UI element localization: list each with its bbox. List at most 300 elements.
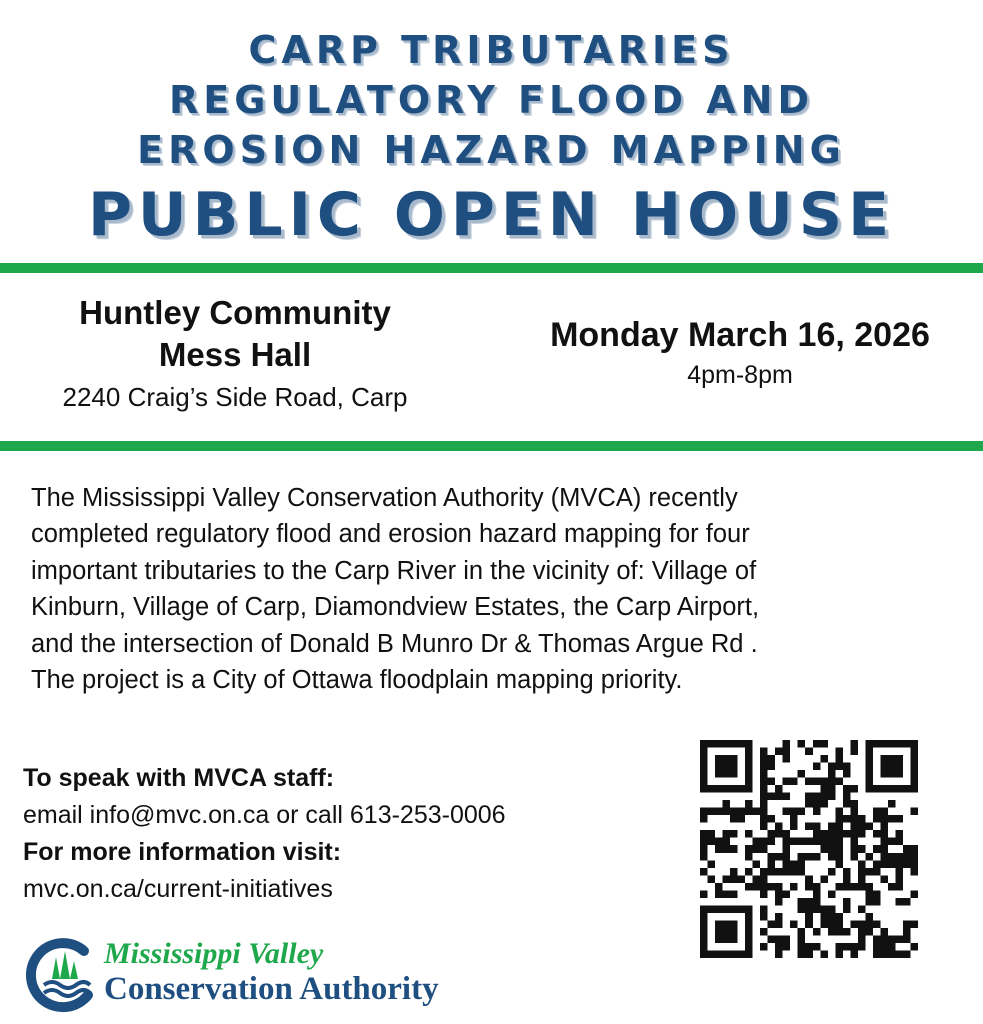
qr-module (790, 838, 798, 846)
qr-module (835, 913, 843, 921)
qr-module (850, 920, 858, 928)
qr-module (835, 883, 843, 891)
qr-module (768, 935, 776, 943)
qr-module (798, 808, 806, 816)
qr-module (760, 875, 768, 883)
qr-module (910, 763, 918, 771)
qr-module (760, 815, 768, 823)
qr-module (850, 853, 858, 861)
qr-module (888, 755, 896, 763)
qr-module (768, 838, 776, 846)
top-divider (0, 263, 983, 273)
qr-module (843, 905, 851, 913)
qr-module (828, 905, 836, 913)
qr-module (745, 883, 753, 891)
qr-module (745, 913, 753, 921)
qr-module (820, 778, 828, 786)
qr-module (873, 920, 881, 928)
qr-module (768, 763, 776, 771)
qr-module (745, 740, 753, 748)
qr-module (715, 838, 723, 846)
qr-module (783, 838, 791, 846)
qr-module (858, 905, 866, 913)
qr-module (730, 755, 738, 763)
qr-module (783, 935, 791, 943)
qr-module (895, 815, 903, 823)
qr-module (775, 748, 783, 756)
qr-module (700, 920, 708, 928)
qr-module (813, 928, 821, 936)
qr-module (700, 845, 708, 853)
qr-module (715, 890, 723, 898)
qr-module (805, 883, 813, 891)
qr-module (745, 943, 753, 951)
qr-module (760, 755, 768, 763)
qr-module (813, 778, 821, 786)
qr-module (813, 823, 821, 831)
qr-module (903, 950, 911, 958)
qr-module (700, 748, 708, 756)
qr-module (835, 928, 843, 936)
qr-module (888, 883, 896, 891)
qr-module (768, 755, 776, 763)
qr-module (858, 883, 866, 891)
qr-module (760, 748, 768, 756)
qr-module (760, 943, 768, 951)
qr-module (700, 785, 708, 793)
qr-module (775, 853, 783, 861)
qr-module (723, 763, 731, 771)
qr-module (880, 838, 888, 846)
qr-module (775, 950, 783, 958)
qr-module (768, 778, 776, 786)
title-line-2: REGULATORY FLOOD AND (168, 78, 815, 122)
qr-module (805, 853, 813, 861)
qr-module (723, 808, 731, 816)
logo-text-line-2: Conservation Authority (104, 971, 439, 1007)
qr-module (895, 950, 903, 958)
qr-module (828, 763, 836, 771)
qr-module (783, 808, 791, 816)
qr-module (850, 748, 858, 756)
qr-module (738, 740, 746, 748)
qr-module (768, 853, 776, 861)
qr-module (820, 740, 828, 748)
qr-module (865, 890, 873, 898)
description-line: important tributaries to the Carp River in the vicinity of: Village of (31, 556, 757, 585)
qr-module (835, 778, 843, 786)
qr-module (850, 845, 858, 853)
qr-module (700, 838, 708, 846)
qr-module (843, 785, 851, 793)
qr-module (910, 853, 918, 861)
venue-name-line-2: Mess Hall (158, 336, 312, 373)
description-line: completed regulatory flood and erosion hazard mapping for four (31, 520, 750, 549)
qr-module (760, 808, 768, 816)
qr-module (700, 770, 708, 778)
qr-module (805, 823, 813, 831)
qr-module (873, 890, 881, 898)
qr-module (828, 778, 836, 786)
qr-module (888, 943, 896, 951)
qr-module (768, 920, 776, 928)
qr-module (903, 898, 911, 906)
qr-module (850, 815, 858, 823)
qr-module (895, 763, 903, 771)
qr-module (843, 928, 851, 936)
qr-module (708, 875, 716, 883)
qr-module (880, 928, 888, 936)
qr-module (760, 913, 768, 921)
qr-module (805, 905, 813, 913)
qr-module (880, 830, 888, 838)
qr-module (745, 935, 753, 943)
qr-module (828, 830, 836, 838)
qr-module (813, 943, 821, 951)
qr-module (880, 845, 888, 853)
qr-module (700, 928, 708, 936)
qr-module (910, 778, 918, 786)
qr-module (715, 935, 723, 943)
qr-module (723, 740, 731, 748)
mvca-logo-mark-icon (22, 933, 102, 1013)
qr-module (715, 808, 723, 816)
qr-module (715, 905, 723, 913)
qr-module (753, 860, 761, 868)
qr-module (813, 883, 821, 891)
qr-module (738, 808, 746, 816)
event-date: Monday March 16, 2026 (550, 316, 930, 354)
qr-module (865, 883, 873, 891)
qr-module (835, 838, 843, 846)
speak-label: To speak with MVCA staff: (23, 764, 335, 792)
qr-module (873, 830, 881, 838)
qr-module (903, 740, 911, 748)
qr-module (888, 815, 896, 823)
qr-module (760, 838, 768, 846)
qr-module (820, 755, 828, 763)
qr-module (730, 875, 738, 883)
qr-module (708, 785, 716, 793)
qr-module (903, 920, 911, 928)
qr-module (723, 920, 731, 928)
qr-module (880, 823, 888, 831)
qr-module (753, 875, 761, 883)
qr-module (858, 860, 866, 868)
qr-module (910, 920, 918, 928)
qr-module (835, 808, 843, 816)
qr-module (745, 868, 753, 876)
qr-module (730, 763, 738, 771)
qr-module (910, 845, 918, 853)
qr-module (880, 740, 888, 748)
qr-module (700, 943, 708, 951)
qr-module (723, 905, 731, 913)
qr-module (880, 785, 888, 793)
qr-module (745, 778, 753, 786)
qr-module (880, 763, 888, 771)
qr-module (850, 800, 858, 808)
qr-module (723, 875, 731, 883)
qr-module (798, 928, 806, 936)
qr-module (850, 785, 858, 793)
qr-module (760, 823, 768, 831)
qr-module (760, 763, 768, 771)
qr-module (715, 928, 723, 936)
qr-module (910, 943, 918, 951)
qr-module (775, 913, 783, 921)
qr-module (910, 770, 918, 778)
qr-module (850, 883, 858, 891)
description-line: The Mississippi Valley Conservation Authority (MVCA) recently (31, 484, 738, 512)
qr-module (828, 838, 836, 846)
qr-module (745, 830, 753, 838)
qr-module (715, 950, 723, 958)
qr-module (708, 808, 716, 816)
qr-module (895, 935, 903, 943)
qr-module (888, 763, 896, 771)
qr-module (865, 755, 873, 763)
qr-module (910, 808, 918, 816)
qr-module (895, 875, 903, 883)
qr-module (708, 905, 716, 913)
qr-module (708, 860, 716, 868)
qr-module (798, 898, 806, 906)
qr-module (775, 793, 783, 801)
qr-module (715, 740, 723, 748)
qr-module (835, 755, 843, 763)
qr-module (820, 838, 828, 846)
qr-code-icon[interactable] (700, 740, 918, 958)
qr-module (775, 785, 783, 793)
qr-module (865, 763, 873, 771)
qr-module (768, 883, 776, 891)
qr-module (820, 920, 828, 928)
info-link[interactable]: mvc.on.ca/current-initiatives (23, 875, 333, 903)
qr-module (783, 860, 791, 868)
qr-module (820, 785, 828, 793)
qr-module (700, 830, 708, 838)
qr-module (783, 890, 791, 898)
qr-module (828, 890, 836, 898)
qr-module (865, 868, 873, 876)
qr-module (730, 785, 738, 793)
qr-module (880, 755, 888, 763)
qr-module (715, 883, 723, 891)
qr-module (805, 800, 813, 808)
qr-module (828, 920, 836, 928)
qr-module (828, 785, 836, 793)
qr-module (828, 928, 836, 936)
qr-module (730, 845, 738, 853)
date-time-block (510, 313, 970, 390)
qr-module (813, 800, 821, 808)
qr-module (775, 868, 783, 876)
qr-module (798, 935, 806, 943)
qr-module (903, 928, 911, 936)
qr-module (820, 793, 828, 801)
qr-module (843, 815, 851, 823)
qr-module (753, 883, 761, 891)
qr-module (805, 898, 813, 906)
qr-module (730, 890, 738, 898)
qr-module (783, 943, 791, 951)
qr-module (700, 935, 708, 943)
qr-module (760, 800, 768, 808)
qr-module (903, 935, 911, 943)
qr-module (700, 740, 708, 748)
qr-module (910, 755, 918, 763)
qr-module (745, 845, 753, 853)
qr-module (895, 838, 903, 846)
qr-module (813, 740, 821, 748)
qr-module (700, 755, 708, 763)
qr-module (895, 883, 903, 891)
qr-module (835, 748, 843, 756)
qr-module (910, 890, 918, 898)
qr-module (783, 755, 791, 763)
qr-module (723, 755, 731, 763)
qr-module (850, 950, 858, 958)
qr-module (723, 935, 731, 943)
qr-module (760, 785, 768, 793)
qr-module (880, 875, 888, 883)
qr-module (708, 740, 716, 748)
qr-module (730, 928, 738, 936)
qr-module (873, 950, 881, 958)
qr-module (700, 905, 708, 913)
qr-module (858, 928, 866, 936)
qr-module (888, 770, 896, 778)
qr-module (723, 928, 731, 936)
qr-module (753, 838, 761, 846)
qr-module (730, 935, 738, 943)
qr-module (828, 823, 836, 831)
qr-module (723, 838, 731, 846)
qr-module (798, 740, 806, 748)
qr-module (858, 845, 866, 853)
qr-module (835, 950, 843, 958)
description-line: and the intersection of Donald B Munro Dr & Thomas Argue Rd . (31, 629, 758, 658)
title-line-3: EROSION HAZARD MAPPING (137, 128, 846, 172)
qr-module (873, 845, 881, 853)
qr-module (850, 823, 858, 831)
event-time: 4pm-8pm (687, 361, 793, 389)
qr-module (790, 860, 798, 868)
qr-module (873, 815, 881, 823)
qr-module (813, 898, 821, 906)
qr-module (783, 748, 791, 756)
info-label: For more information visit: (23, 838, 342, 866)
qr-module (880, 943, 888, 951)
qr-module (790, 823, 798, 831)
qr-module (843, 800, 851, 808)
qr-module (865, 898, 873, 906)
qr-module (813, 838, 821, 846)
venue-name-line-1: Huntley Community (79, 294, 391, 331)
qr-module (820, 913, 828, 921)
qr-module (790, 920, 798, 928)
qr-module (858, 830, 866, 838)
qr-module (873, 860, 881, 868)
qr-module (903, 785, 911, 793)
qr-module (760, 770, 768, 778)
qr-module (730, 920, 738, 928)
qr-module (820, 800, 828, 808)
qr-module (888, 860, 896, 868)
description-line: Kinburn, Village of Carp, Diamondview Estates, the Carp Airport, (31, 593, 760, 622)
qr-module (843, 943, 851, 951)
qr-module (760, 890, 768, 898)
qr-module (865, 740, 873, 748)
qr-module (880, 935, 888, 943)
qr-module (828, 913, 836, 921)
qr-module (895, 853, 903, 861)
qr-module (880, 770, 888, 778)
qr-module (805, 748, 813, 756)
contact-block (23, 760, 663, 908)
qr-module (865, 770, 873, 778)
venue-block (20, 292, 450, 413)
qr-module (745, 763, 753, 771)
qr-module (798, 905, 806, 913)
qr-module (798, 950, 806, 958)
qr-module (880, 860, 888, 868)
qr-module (805, 913, 813, 921)
qr-module (745, 920, 753, 928)
qr-module (888, 800, 896, 808)
qr-module (850, 830, 858, 838)
qr-module (738, 785, 746, 793)
speak-contact-details[interactable]: email info@mvc.on.ca or call 613-253-0006 (23, 801, 506, 829)
qr-module (903, 845, 911, 853)
qr-module (813, 763, 821, 771)
qr-module (895, 868, 903, 876)
qr-module (745, 800, 753, 808)
qr-module (858, 815, 866, 823)
qr-module (888, 950, 896, 958)
qr-module (700, 815, 708, 823)
qr-module (775, 883, 783, 891)
qr-module (783, 778, 791, 786)
qr-module (783, 868, 791, 876)
qr-module (775, 920, 783, 928)
qr-module (700, 890, 708, 898)
qr-module (783, 853, 791, 861)
qr-module (910, 748, 918, 756)
qr-module (858, 823, 866, 831)
qr-module (745, 808, 753, 816)
qr-module (790, 778, 798, 786)
qr-module (865, 748, 873, 756)
qr-module (805, 943, 813, 951)
qr-module (753, 808, 761, 816)
qr-module (820, 875, 828, 883)
qr-module (850, 838, 858, 846)
description-line: The project is a City of Ottawa floodplain mapping priority. (31, 666, 683, 695)
qr-module (700, 778, 708, 786)
qr-module (843, 868, 851, 876)
qr-module (873, 943, 881, 951)
qr-module (738, 905, 746, 913)
qr-module (805, 950, 813, 958)
qr-module (895, 898, 903, 906)
qr-module (738, 815, 746, 823)
qr-module (723, 830, 731, 838)
qr-module (910, 740, 918, 748)
qr-module (768, 830, 776, 838)
qr-module (843, 875, 851, 883)
